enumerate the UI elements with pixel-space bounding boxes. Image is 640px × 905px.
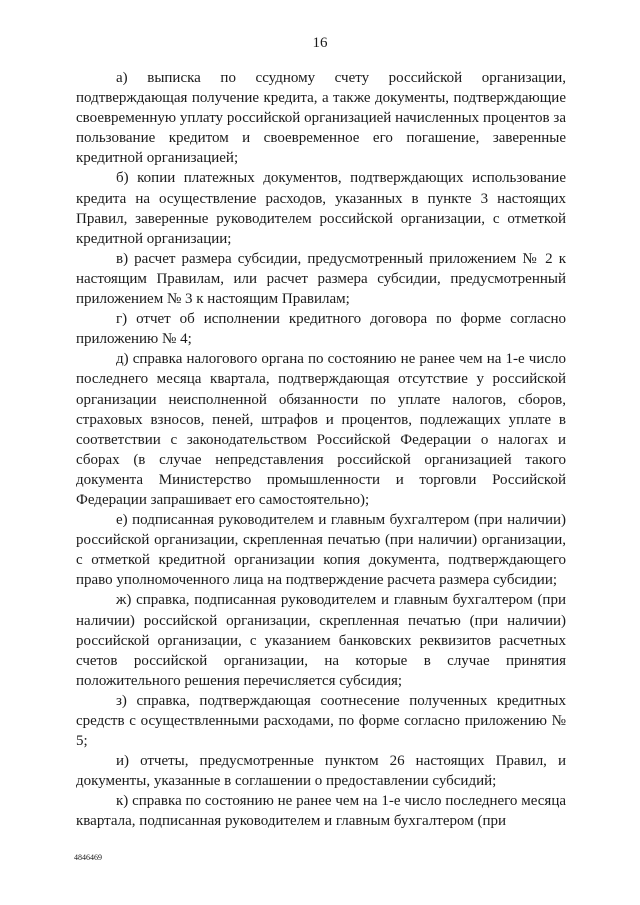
- paragraph-z: з) справка, подтверждающая соотнесение полученных кредитных средств с осуществленными расходами, по форме согласно приложению № 5;: [76, 692, 566, 750]
- page-number: 16: [312, 35, 328, 51]
- paragraph-d: д) справка налогового органа по состоянию не ранее чем на 1-е число последнего месяца квартала, подтверждающая отсутствие у российской организации неисполненной обязанности по уплате налогов, сборов, страховых взносов, пеней, штрафов и процентов, подлежащих уплате в соответствии с законодательством Российской Федерации о налогах и сборах (в случае непредставления российской организацией такого документа Министерство промышленности и торговли Российской Федерации запрашивает его самостоятельно);: [76, 351, 566, 508]
- document-body: [76, 68, 566, 832]
- paragraph-a: а) выписка по ссудному счету российской организации, подтверждающая получение кредита, а также документы, подтверждающие своевременную уплату российской организацией начисленных процентов за пользование кредитом и своевременное его погашение, заверенные кредитной организацией;: [76, 70, 566, 167]
- paragraph-e: е) подписанная руководителем и главным бухгалтером (при наличии) российской организации, скрепленная печатью (при наличии) организации, с отметкой кредитной организации копия документа, подтверждающего право уполномоченного лица на подтверждение расчета размера субсидии;: [76, 512, 566, 589]
- paragraph-k: к) справка по состоянию не ранее чем на 1-е число последнего месяца квартала, подписанная руководителем и главным бухгалтером (при: [76, 793, 566, 830]
- paragraph-b: б) копии платежных документов, подтверждающих использование кредита на осуществление расходов, указанных в пункте 3 настоящих Правил, заверенные руководителем российской организации, с отметкой кредитной организации;: [76, 170, 566, 247]
- paragraph-v: в) расчет размера субсидии, предусмотренный приложением № 2 к настоящим Правилам, или расчет размера субсидии, предусмотренный приложением № 3 к настоящим Правилам;: [76, 250, 566, 308]
- paragraph-g: г) отчет об исполнении кредитного договора по форме согласно приложению № 4;: [76, 311, 566, 348]
- paragraph-i: и) отчеты, предусмотренные пунктом 26 настоящих Правил, и документы, указанные в соглашении о предоставлении субсидий;: [76, 753, 566, 790]
- paragraph-zh: ж) справка, подписанная руководителем и главным бухгалтером (при наличии) российской организации, скрепленная печатью (при наличии) российской организации, с указанием банковских реквизитов расчетных счетов российской организации, на которые в случае принятия положительного решения перечисляется субсидия;: [76, 592, 566, 689]
- document-code: 4846469: [74, 853, 102, 862]
